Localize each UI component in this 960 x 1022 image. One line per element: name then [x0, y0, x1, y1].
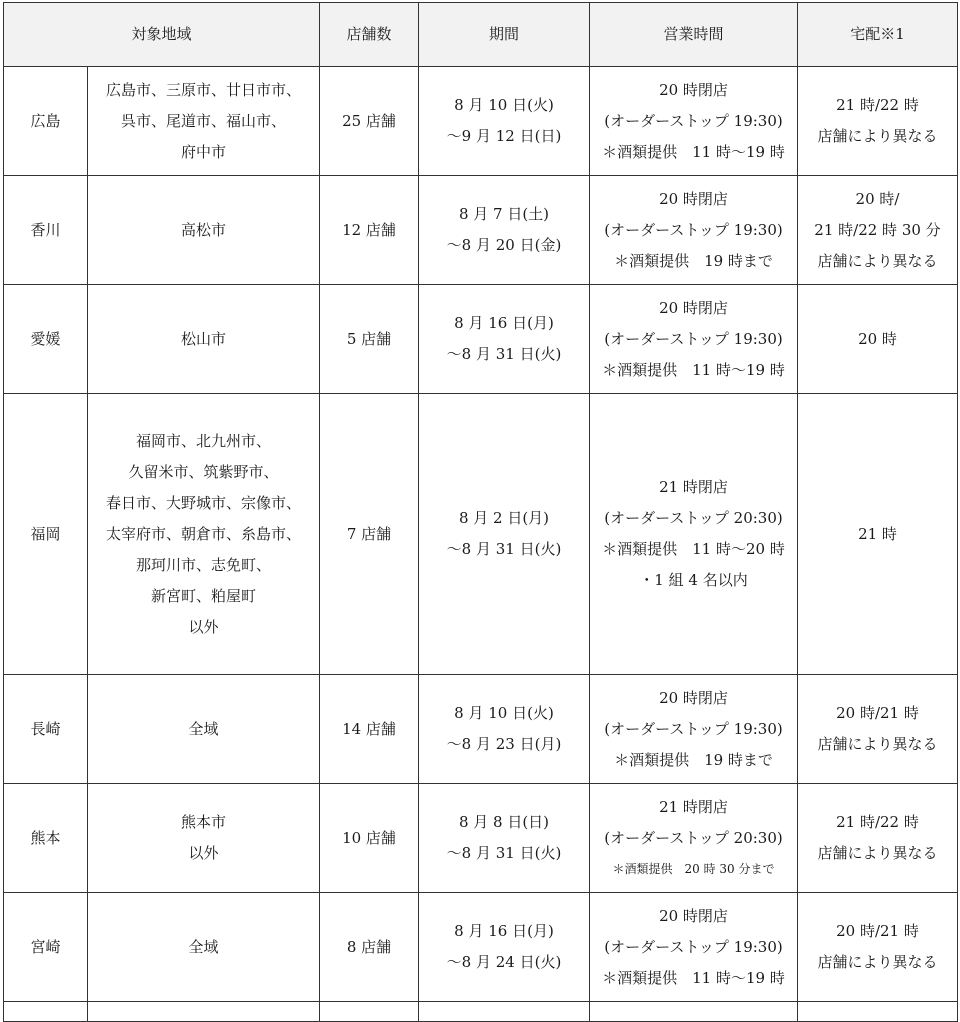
period-cell [419, 893, 590, 1002]
period-end: 〜8 月 31 日(火) [446, 844, 562, 862]
hours-line: 20 時閉店 [659, 906, 728, 925]
delivery-cell [798, 67, 958, 176]
table-row [4, 784, 958, 893]
area-line: 呉市、尾道市、福山市、 [120, 111, 286, 130]
hours-line: ＊酒類提供 11 時〜19 時 [602, 142, 785, 161]
hours-line: ＊酒類提供 19 時まで [614, 251, 773, 270]
hours-line: (オーダーストップ 19:30) [604, 719, 783, 738]
hours-cell [590, 784, 798, 893]
hours-line: ・1 組 4 名以内 [639, 571, 748, 589]
hours-line: (オーダーストップ 19:30) [604, 220, 783, 239]
stores-cell: 10 店舗 [320, 784, 419, 893]
period-end: 〜8 月 20 日(金) [446, 236, 562, 254]
stores-cell: 14 店舗 [320, 675, 419, 784]
prefecture-cell: 熊本 [4, 784, 88, 893]
period-end: 〜8 月 23 日(月) [446, 735, 562, 753]
period-cell [419, 67, 590, 176]
hours-line: ＊酒類提供 20 時 30 分まで [612, 861, 775, 876]
table-row [4, 394, 958, 675]
delivery-line: 21 時/22 時 [836, 813, 919, 831]
area-line: 以外 [188, 844, 219, 862]
stores-cell: 12 店舗 [320, 176, 419, 285]
hours-line: ＊酒類提供 11 時〜19 時 [602, 968, 785, 987]
period-end: 〜8 月 31 日(火) [446, 345, 562, 363]
period-cell [419, 285, 590, 394]
period-cell [419, 784, 590, 893]
delivery-cell [798, 784, 958, 893]
hours-line: ＊酒類提供 11 時〜19 時 [602, 360, 785, 379]
area-line: 熊本市 [180, 813, 226, 831]
hours-line: 21 時閉店 [659, 478, 728, 496]
area-cell [88, 285, 320, 394]
delivery-line: 21 時 [858, 524, 897, 543]
area-line: 久留米市、筑紫野市、 [128, 462, 279, 481]
area-line: 松山市 [180, 329, 226, 348]
period-cell [419, 394, 590, 675]
table-row [4, 176, 958, 285]
delivery-line: 21 時/22 時 30 分 [814, 220, 941, 239]
period-end: 〜8 月 31 日(火) [446, 540, 562, 558]
table-row-partial [4, 1002, 958, 1022]
table-row [4, 285, 958, 394]
area-line: 広島市、三原市、廿日市市、 [105, 80, 301, 99]
period-cell [419, 176, 590, 285]
header-region: 対象地域 [4, 3, 320, 67]
store-hours-table [3, 2, 958, 1022]
hours-line: 20 時閉店 [659, 80, 728, 99]
delivery-cell [798, 675, 958, 784]
period-start: 8 月 7 日(土) [458, 205, 550, 223]
header-delivery: 宅配※1 [798, 3, 958, 67]
delivery-line: 店舗により異なる [817, 953, 938, 971]
delivery-line: 店舗により異なる [817, 844, 938, 862]
delivery-line: 店舗により異なる [817, 127, 938, 145]
area-cell [88, 67, 320, 176]
delivery-line: 20 時/ [855, 189, 900, 208]
hours-cell [590, 394, 798, 675]
delivery-line: 20 時/21 時 [836, 704, 919, 722]
area-cell [88, 784, 320, 893]
delivery-line: 店舗により異なる [817, 735, 938, 753]
period-end: 〜8 月 24 日(火) [446, 953, 562, 971]
area-line: 福岡市、北九州市、 [135, 431, 271, 450]
hours-cell [590, 176, 798, 285]
delivery-cell [798, 285, 958, 394]
area-line: 新宮町、粕屋町 [150, 586, 256, 605]
delivery-line: 21 時/22 時 [836, 96, 919, 114]
prefecture-cell: 広島 [4, 67, 88, 176]
area-line: 那珂川市、志免町、 [135, 555, 271, 574]
delivery-line: 店舗により異なる [817, 251, 938, 270]
table-row [4, 893, 958, 1002]
prefecture-cell: 宮崎 [4, 893, 88, 1002]
area-line: 府中市 [180, 142, 226, 161]
header-row [4, 3, 958, 67]
hours-line: 20 時閉店 [659, 189, 728, 208]
hours-cell [590, 675, 798, 784]
area-cell [88, 893, 320, 1002]
hours-line: 21 時閉店 [659, 797, 728, 816]
header-hours: 営業時間 [590, 3, 798, 67]
delivery-cell [798, 394, 958, 675]
area-line: 高松市 [180, 220, 226, 239]
hours-line: (オーダーストップ 19:30) [604, 329, 783, 348]
area-cell [88, 176, 320, 285]
area-line: 以外 [188, 617, 219, 636]
prefecture-cell: 愛媛 [4, 285, 88, 394]
hours-line: ＊酒類提供 19 時まで [614, 750, 773, 769]
delivery-cell [798, 176, 958, 285]
stores-cell: 7 店舗 [320, 394, 419, 675]
hours-line: ＊酒類提供 11 時〜20 時 [602, 540, 785, 558]
hours-line: (オーダーストップ 20:30) [604, 828, 783, 847]
hours-cell [590, 285, 798, 394]
stores-cell: 8 店舗 [320, 893, 419, 1002]
period-start: 8 月 10 日(火) [454, 704, 554, 722]
delivery-cell [798, 893, 958, 1002]
table-row [4, 67, 958, 176]
area-cell [88, 394, 320, 675]
stores-cell: 25 店舗 [320, 67, 419, 176]
hours-line: (オーダーストップ 19:30) [604, 937, 783, 956]
hours-cell [590, 893, 798, 1002]
period-start: 8 月 10 日(火) [454, 96, 554, 114]
prefecture-cell: 長崎 [4, 675, 88, 784]
period-start: 8 月 16 日(月) [454, 314, 554, 332]
area-line: 全域 [188, 719, 219, 738]
hours-line: (オーダーストップ 19:30) [604, 111, 783, 130]
prefecture-cell: 香川 [4, 176, 88, 285]
hours-line: 20 時閉店 [659, 688, 728, 707]
area-line: 春日市、大野城市、宗像市、 [105, 493, 301, 512]
prefecture-cell: 福岡 [4, 394, 88, 675]
period-start: 8 月 16 日(月) [454, 922, 554, 940]
period-start: 8 月 2 日(月) [458, 509, 550, 527]
area-cell [88, 675, 320, 784]
header-stores: 店舗数 [320, 3, 419, 67]
delivery-line: 20 時/21 時 [836, 922, 919, 940]
area-line: 全域 [188, 937, 219, 956]
table-row [4, 675, 958, 784]
header-period: 期間 [419, 3, 590, 67]
period-start: 8 月 8 日(日) [458, 813, 550, 831]
period-end: 〜9 月 12 日(日) [446, 127, 562, 145]
period-cell [419, 675, 590, 784]
stores-cell: 5 店舗 [320, 285, 419, 394]
delivery-line: 20 時 [858, 329, 897, 348]
hours-line: (オーダーストップ 20:30) [604, 509, 783, 527]
hours-line: 20 時閉店 [659, 298, 728, 317]
area-line: 太宰府市、朝倉市、糸島市、 [105, 524, 301, 543]
hours-cell [590, 67, 798, 176]
